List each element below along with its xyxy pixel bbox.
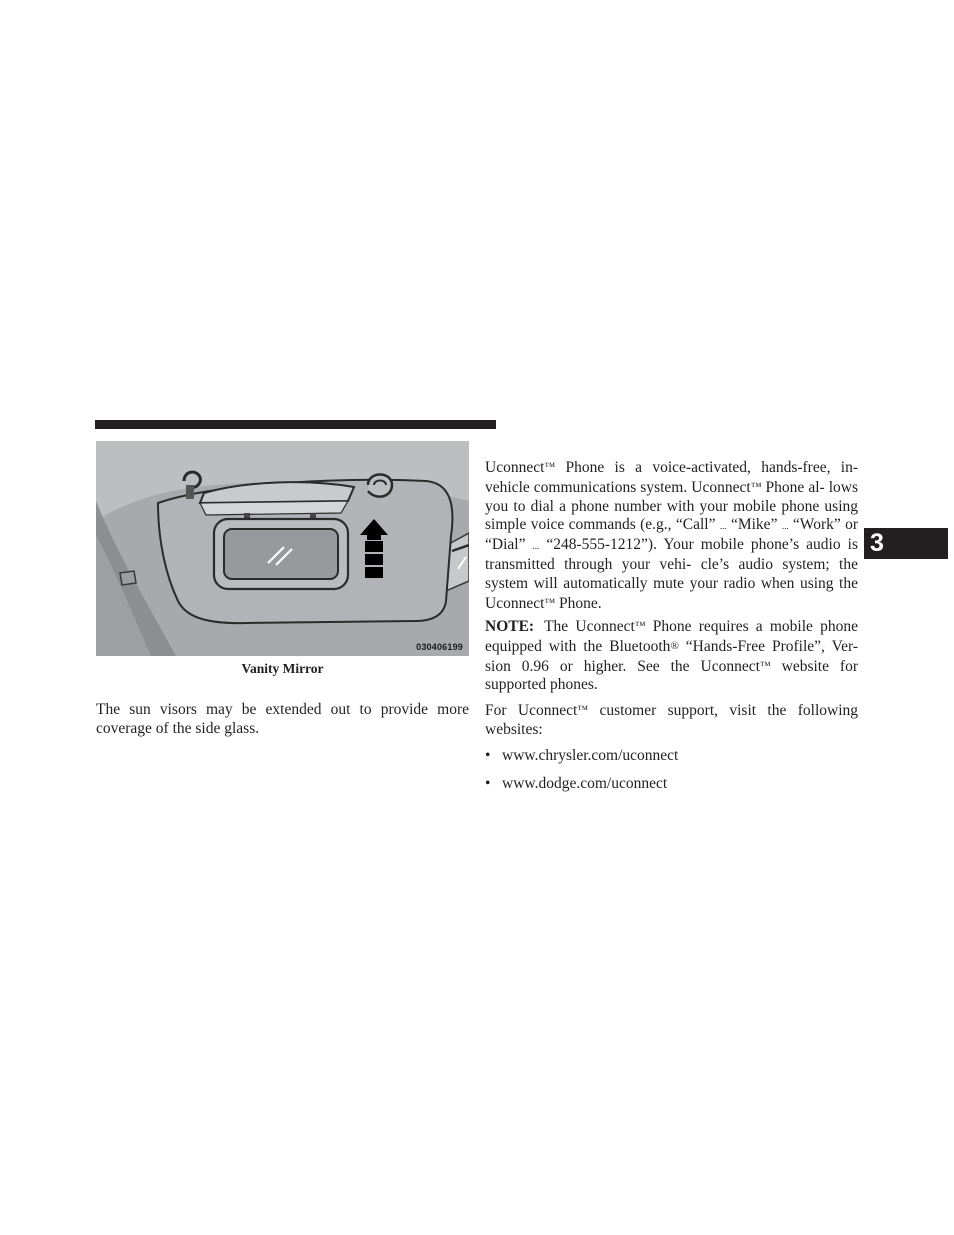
- pause-ellipsis: ...: [532, 541, 540, 552]
- website-link-dodge[interactable]: www.dodge.com/uconnect: [502, 775, 668, 792]
- trademark-symbol: ™: [544, 461, 556, 473]
- list-item: [485, 747, 678, 766]
- trademark-symbol: ™: [750, 480, 762, 493]
- website-link-chrysler[interactable]: www.chrysler.com/uconnect: [502, 747, 679, 764]
- section-number: 3: [870, 529, 884, 557]
- uconnect-intro-paragraph: Uconnect™ Phone is a voice-activated, hands-free, in- vehicle communications system. Uconnect™ Phone al- lows you to dial a phone number with your mobile phone using simple voice commands (e.g., “Call” ... “Mike” ... “Work” or “Dial” ... “248-555-1212”). Your mobile phone’s audio is transmitted through your vehi- cle’s audio system; the system will automatically mute your radio when using the Uconnect™ Phone.: [485, 459, 859, 612]
- trademark-symbol: ™: [759, 659, 771, 672]
- note-paragraph: NOTE: The Uconnect™ Phone requires a mobile phone equipped with the Bluetooth® “Hands-Free Profile”, Ver- sion 0.96 or higher. See the Uconnect™ website for supported phones.: [485, 618, 859, 694]
- list-item: [485, 775, 667, 794]
- figure-caption: Vanity Mirror: [241, 661, 324, 676]
- registered-symbol: ®: [670, 639, 679, 652]
- bullet-icon: •: [485, 747, 491, 764]
- bullet-icon: •: [485, 775, 491, 792]
- section-tab: [864, 528, 948, 559]
- trademark-symbol: ™: [544, 596, 556, 609]
- pause-ellipsis: ...: [719, 521, 727, 532]
- pause-ellipsis: ...: [781, 521, 789, 532]
- support-paragraph: For Uconnect™ customer support, visit the following websites:: [485, 702, 859, 738]
- trademark-symbol: ™: [634, 620, 646, 632]
- vanity-mirror-illustration: [96, 441, 469, 656]
- trademark-symbol: ™: [577, 704, 589, 716]
- note-label: NOTE:: [485, 618, 535, 635]
- section-rule: [95, 420, 496, 429]
- sun-visor-paragraph: The sun visors may be extended out to provide more coverage of the side glass.: [96, 701, 469, 737]
- figure-code: 030406199: [416, 642, 463, 652]
